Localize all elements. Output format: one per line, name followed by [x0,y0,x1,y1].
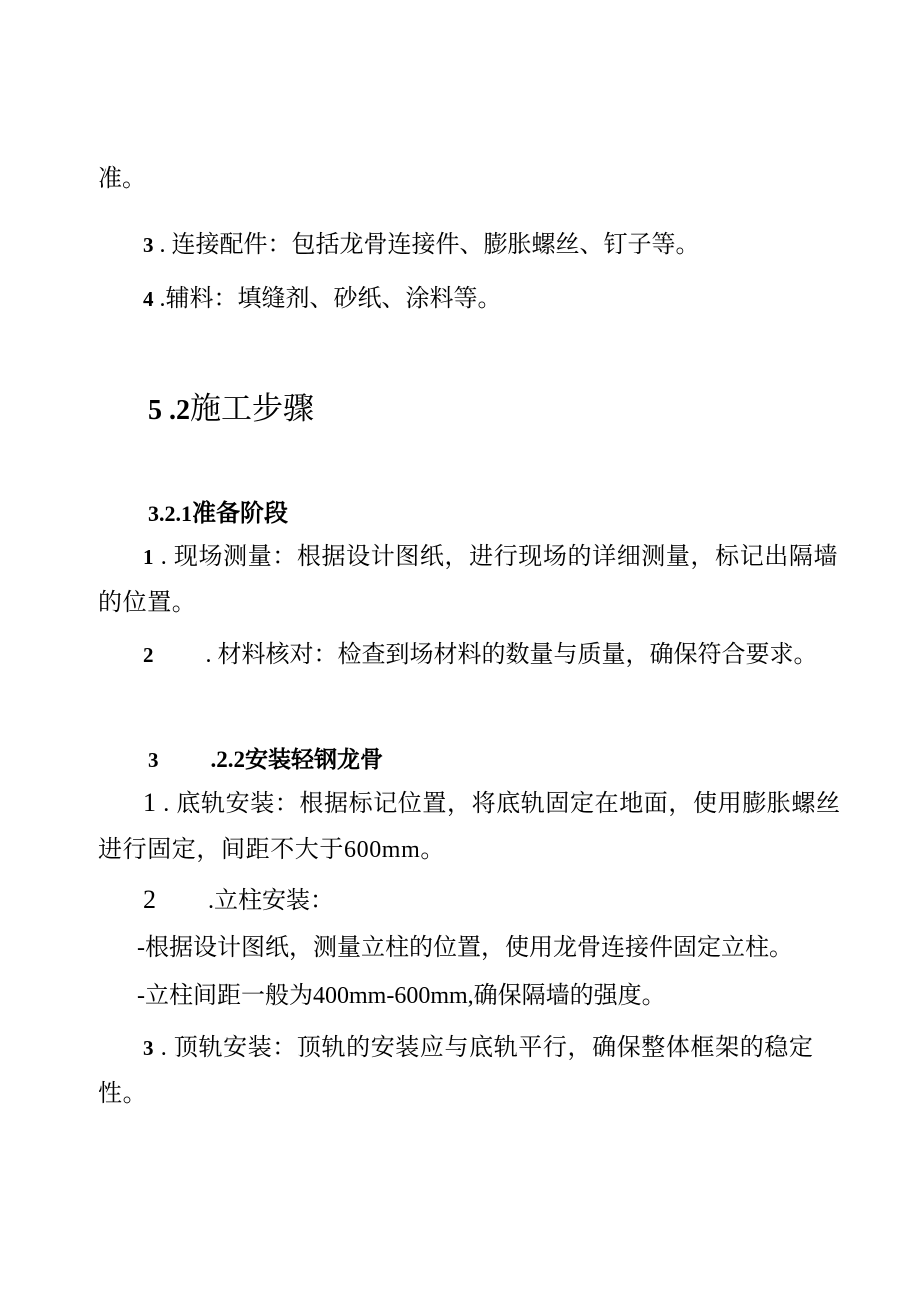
section-heading-preparation-stage [98,496,841,532]
list-item-connectors [98,222,841,268]
carryover-line [98,156,841,202]
list-item-text-line2: 进行固定，间距不大于600mm。 [98,837,445,863]
list-item-bottom-track [98,780,841,873]
list-item-text-line1: . 现场测量：根据设计图纸，进行现场的详细测量，标记出隔墙 [154,544,839,570]
carryover-text: 准。 [98,166,146,192]
heading-title: 准备阶段 [192,501,288,527]
list-number: 3 [143,233,154,257]
heading-number: 3.2.1 [148,501,192,526]
heading-title: .2.2安装轻钢龙骨 [210,747,383,772]
list-number: 1 [143,788,157,817]
dash-item-text: -根据设计图纸，测量立柱的位置，使用龙骨连接件固定立柱。 [137,935,793,961]
list-item-text: .辅料：填缝剂、砂纸、涂料等。 [153,286,502,312]
dash-item-stud-position [98,925,841,971]
section-heading-construction-steps [98,384,841,436]
list-number: 3 [143,1036,155,1060]
list-item-text-line1: . 底轨安装：根据标记位置，将底轨固定在地面，使用膨胀螺丝 [156,791,841,817]
list-number: 1 [143,545,155,569]
list-item-material-check [98,632,841,678]
list-item-auxiliary [98,276,841,322]
section-heading-install-keel [98,742,841,778]
heading-number: 3 [148,748,159,772]
list-number: 2 [143,643,154,667]
heading-title: 施工步骤 [190,391,314,426]
list-number: 2 [143,885,156,914]
list-item-text: . 连接配件：包括龙骨连接件、膨胀螺丝、钉子等。 [153,232,700,258]
list-item-text-line2: 性。 [98,1081,148,1107]
list-item-text: . 材料核对：检查到场材料的数量与质量，确保符合要求。 [205,642,818,668]
list-item-stud-install [98,877,841,924]
list-item-text: .立柱安装： [208,888,334,914]
list-number: 4 [143,287,154,311]
list-item-site-survey [98,534,841,626]
dash-item-text: -立柱间距一般为400mm-600mm,确保隔墙的强度。 [137,983,666,1009]
list-item-text-line1: . 顶轨安装：顶轨的安装应与底轨平行，确保整体框架的稳定 [154,1035,814,1061]
dash-item-stud-spacing [98,973,841,1019]
heading-number: 5 .2 [148,395,190,426]
list-item-top-track [98,1025,841,1117]
list-item-text-line2: 的位置。 [98,590,197,616]
